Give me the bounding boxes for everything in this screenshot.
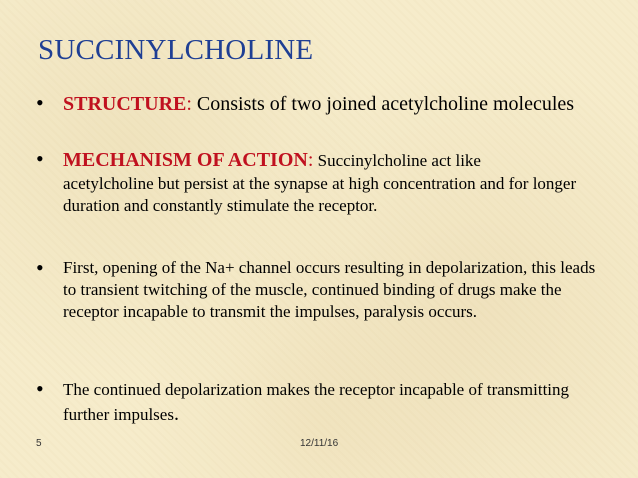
bullet-mechanism-colon: :: [307, 149, 314, 171]
bullet-structure-text: [63, 92, 608, 116]
bullet-dot-icon: •: [36, 255, 44, 280]
bullet-mechanism-heading: MECHANISM OF ACTION: [63, 149, 308, 171]
bullet-structure-heading: STRUCTURE: [63, 93, 187, 115]
bullet-continued-depolarization-period: .: [173, 403, 179, 425]
bullet-continued-depolarization-body: The continued depolarization makes the receptor incapable of transmitting further impulses: [63, 380, 570, 424]
bullet-continued-depolarization-text: [63, 378, 608, 427]
bullet-depolarization-body: First, opening of the Na+ channel occurs resulting in depolarization, this leads to transient twitching of the muscle, continued binding of drugs make the receptor incapable to transmit the impulses, paralysis occurs.: [63, 258, 596, 321]
bullet-dot-icon: •: [36, 146, 44, 171]
slide-date: 12/11/16: [300, 438, 339, 449]
bullet-mechanism-first-line: [63, 148, 608, 173]
bullet-dot-icon: •: [36, 90, 44, 115]
bullet-mechanism-body: acetylcholine but persist at the synapse at high concentration and for longer duration and constantly stimulate the receptor.: [63, 174, 577, 215]
slide-title: SUCCINYLCHOLINE: [38, 34, 314, 66]
bullet-mechanism-first-rest: Succinylcholine act like: [313, 151, 481, 170]
bullet-structure-colon: :: [186, 93, 192, 115]
bullet-dot-icon: •: [36, 376, 44, 401]
bullet-structure-body: Consists of two joined acetylcholine molecules: [191, 93, 575, 115]
slide-page-number: 5: [36, 438, 42, 449]
bullet-mechanism-text: [63, 148, 608, 217]
